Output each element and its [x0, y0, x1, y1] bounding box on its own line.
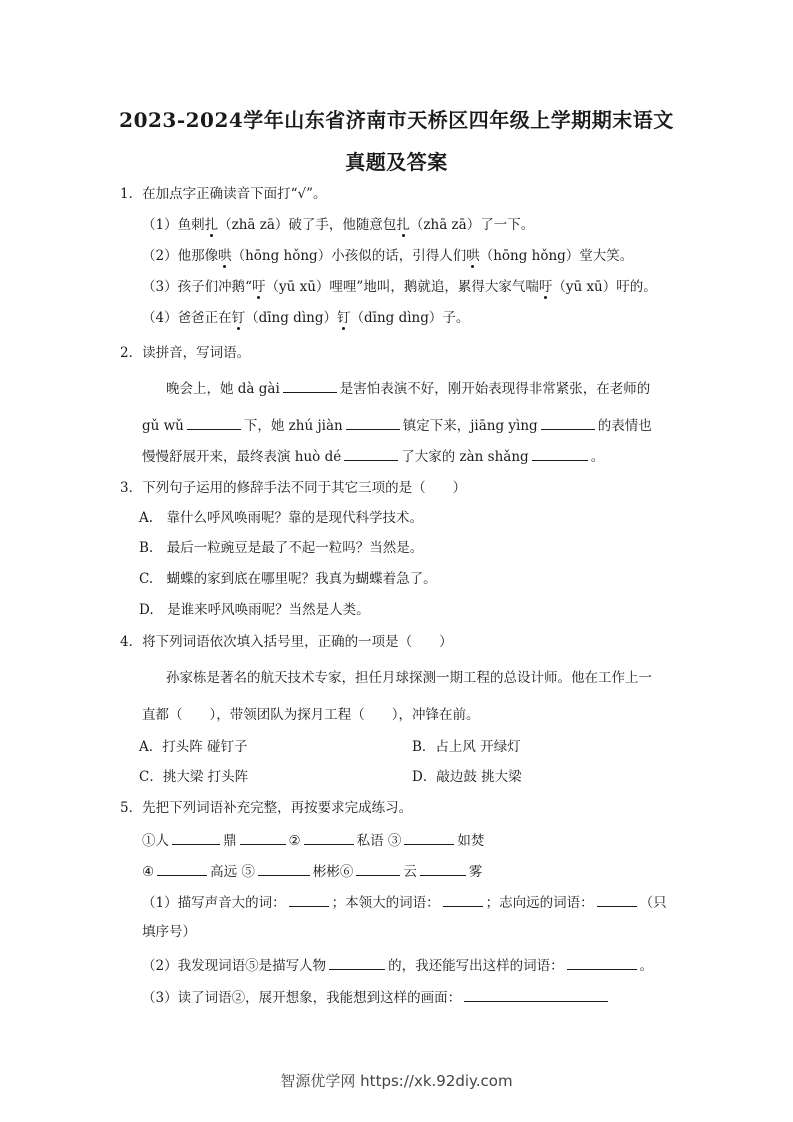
q1-item2-dotted-2: 哄 — [466, 248, 480, 264]
q1-item4-text-c: （dīng dìng）子。 — [350, 310, 470, 326]
answer-blank[interactable] — [304, 830, 354, 845]
q4-option-a[interactable]: A．打头阵 碰钉子 — [139, 739, 248, 755]
q2-l2-text-c: 镇定下来，jiāng yìng — [402, 418, 538, 434]
answer-blank[interactable] — [541, 415, 595, 430]
q1-item-1 — [142, 215, 534, 235]
q3-option-c[interactable]: C. 蝴蝶的家到底在哪里呢？我真为蝴蝶着急了。 — [139, 571, 437, 587]
q1-item1-text-b: （zhā zā）破了手，他随意包 — [218, 217, 397, 233]
q2-line-1 — [166, 378, 650, 399]
q2-l3-text-c: 。 — [590, 449, 605, 465]
answer-blank[interactable] — [346, 415, 400, 430]
answer-blank[interactable] — [172, 830, 220, 845]
answer-blank[interactable] — [329, 955, 385, 970]
q1-item1-text-c: （zhā zā）了一下。 — [409, 217, 535, 233]
q1-item4-text-a: （4）爸爸正在 — [142, 310, 232, 326]
q1-item3-dotted-1: 吁 — [252, 279, 266, 295]
q5-s1-a: （1）描写声音大的词： — [142, 895, 286, 911]
q4-stem: 4．将下列词语依次填入括号里，正确的一项是（ ） — [120, 634, 453, 650]
q2-l2-text-b: 下，她 zhú jiàn — [243, 418, 343, 434]
q5-row-1 — [142, 830, 484, 851]
q1-item3-text-c: （yū xū）吁的。 — [552, 279, 657, 295]
q5-sub-2 — [142, 955, 653, 976]
q5-s2-a: （2）我发现词语⑤是描写人物 — [142, 958, 327, 974]
q1-stem: 1．在加点字正确读音下面打“√”。 — [120, 186, 327, 202]
q4-passage-line-2: 直都（ ），带领团队为探月工程（ ），冲锋在前。 — [142, 707, 480, 723]
answer-blank[interactable] — [258, 861, 310, 876]
q5-s1-b: ；本领大的词语： — [331, 895, 440, 911]
q4-option-d[interactable]: D．敲边鼓 挑大梁 — [412, 769, 522, 785]
q5-r2-b: 高远 ⑤ — [210, 864, 255, 880]
q1-item-4 — [142, 308, 469, 328]
q2-line-2 — [142, 415, 652, 436]
answer-blank[interactable] — [283, 378, 337, 393]
q5-s2-c: 。 — [639, 958, 654, 974]
q3-option-d[interactable]: D. 是谁来呼风唤雨呢？当然是人类。 — [139, 602, 370, 618]
answer-blank[interactable] — [567, 955, 637, 970]
page-title-line1: 2023-2024学年山东省济南市天桥区四年级上学期期末语文 — [119, 108, 674, 132]
q1-item2-dotted-1: 哄 — [218, 248, 232, 264]
q5-sub-1 — [142, 892, 667, 913]
q5-s3-a: （3）读了词语②，展开想象，我能想到这样的画面： — [142, 990, 462, 1006]
q1-item-3 — [142, 277, 657, 297]
q5-r1-e: 如焚 — [457, 833, 485, 849]
q1-item3-text-b: （yū xū）哩哩”地叫，鹅就追，累得大家气喘 — [265, 279, 539, 295]
answer-blank[interactable] — [187, 415, 241, 430]
q5-r1-d: 私语 ③ — [356, 833, 402, 849]
answer-blank[interactable] — [532, 446, 588, 461]
q1-item3-text-a: （3）孩子们冲鹅“ — [142, 279, 252, 295]
q4-option-b[interactable]: B．占上风 开绿灯 — [412, 739, 521, 755]
q2-l3-text-a: 慢慢舒展开来，最终表演 huò dé — [142, 449, 342, 465]
page-title-line2: 真题及答案 — [345, 150, 448, 174]
q5-r2-c: 彬彬⑥ — [312, 864, 354, 880]
answer-blank[interactable] — [464, 987, 608, 1002]
q1-item2-text-a: （2）他那像 — [142, 248, 219, 264]
q5-r1-b: 鼎 — [223, 833, 237, 849]
q5-s1-c: ；志向远的词语： — [485, 895, 594, 911]
answer-blank[interactable] — [356, 861, 400, 876]
q1-item-2 — [142, 246, 633, 266]
q1-item1-dotted-1: 扎 — [204, 217, 219, 233]
answer-blank[interactable] — [420, 861, 466, 876]
q2-l1-text-a: 晚会上，她 dà gài — [166, 381, 280, 397]
q1-item1-text-a: （1）鱼刺 — [142, 217, 205, 233]
q2-l2-text-a: gǔ wǔ — [142, 418, 184, 434]
answer-blank[interactable] — [157, 861, 207, 876]
q1-item2-text-b: （hōng hǒng）小孩似的话，引得人们 — [231, 248, 467, 264]
q5-s2-b: 的，我还能写出这样的词语： — [388, 958, 564, 974]
q1-item4-text-b: （dīng dìng） — [245, 310, 337, 326]
q3-option-a[interactable]: A. 靠什么呼风唤雨呢？靠的是现代科学技术。 — [139, 510, 424, 526]
q5-r1-c: ② — [288, 833, 301, 849]
answer-blank[interactable] — [443, 892, 483, 907]
q1-item4-dotted-1: 钉 — [231, 310, 246, 326]
answer-blank[interactable] — [344, 446, 398, 461]
q1-item1-dotted-2: 扎 — [396, 217, 410, 233]
q5-sub-1-cont: 填序号） — [142, 924, 196, 940]
q3-option-b[interactable]: B. 最后一粒豌豆是最了不起一粒吗？当然是。 — [139, 540, 424, 556]
q4-passage-line-1: 孙家栋是著名的航天技术专家，担任月球探测一期工程的总设计师。他在工作上一 — [166, 670, 652, 686]
q5-sub-3 — [142, 987, 611, 1008]
answer-blank[interactable] — [240, 830, 286, 845]
q2-l3-text-b: 了大家的 zàn shǎng — [401, 449, 529, 465]
q1-item2-text-c: （hōng hǒng）堂大笑。 — [479, 248, 634, 264]
q5-stem: 5．先把下列词语补充完整，再按要求完成练习。 — [120, 800, 413, 816]
q1-item3-dotted-2: 吁 — [538, 279, 553, 295]
answer-blank[interactable] — [404, 830, 454, 845]
q5-r2-a: ④ — [142, 864, 155, 880]
q2-line-3 — [142, 446, 604, 467]
q3-stem: 3．下列句子运用的修辞手法不同于其它三项的是（ ） — [120, 480, 467, 496]
q5-r1-a: ①人 — [142, 833, 169, 849]
q2-l2-text-d: 的表情也 — [597, 418, 652, 434]
q2-l1-text-b: 是害怕表演不好，刚开始表现得非常紧张，在老师的 — [339, 381, 651, 397]
answer-blank[interactable] — [289, 892, 329, 907]
q5-row-2 — [142, 861, 482, 882]
q2-stem: 2．读拼音，写词语。 — [120, 345, 251, 361]
q4-option-c[interactable]: C．挑大梁 打头阵 — [139, 769, 249, 785]
footer-watermark[interactable]: 智源优学网 https://xk.92diy.com — [280, 1072, 513, 1090]
q5-s1-d: （只 — [639, 895, 667, 911]
answer-blank[interactable] — [597, 892, 637, 907]
q1-item4-dotted-2: 钉 — [336, 310, 351, 326]
q5-r2-d: 云 — [403, 864, 417, 880]
q5-r2-e: 雾 — [468, 864, 483, 880]
